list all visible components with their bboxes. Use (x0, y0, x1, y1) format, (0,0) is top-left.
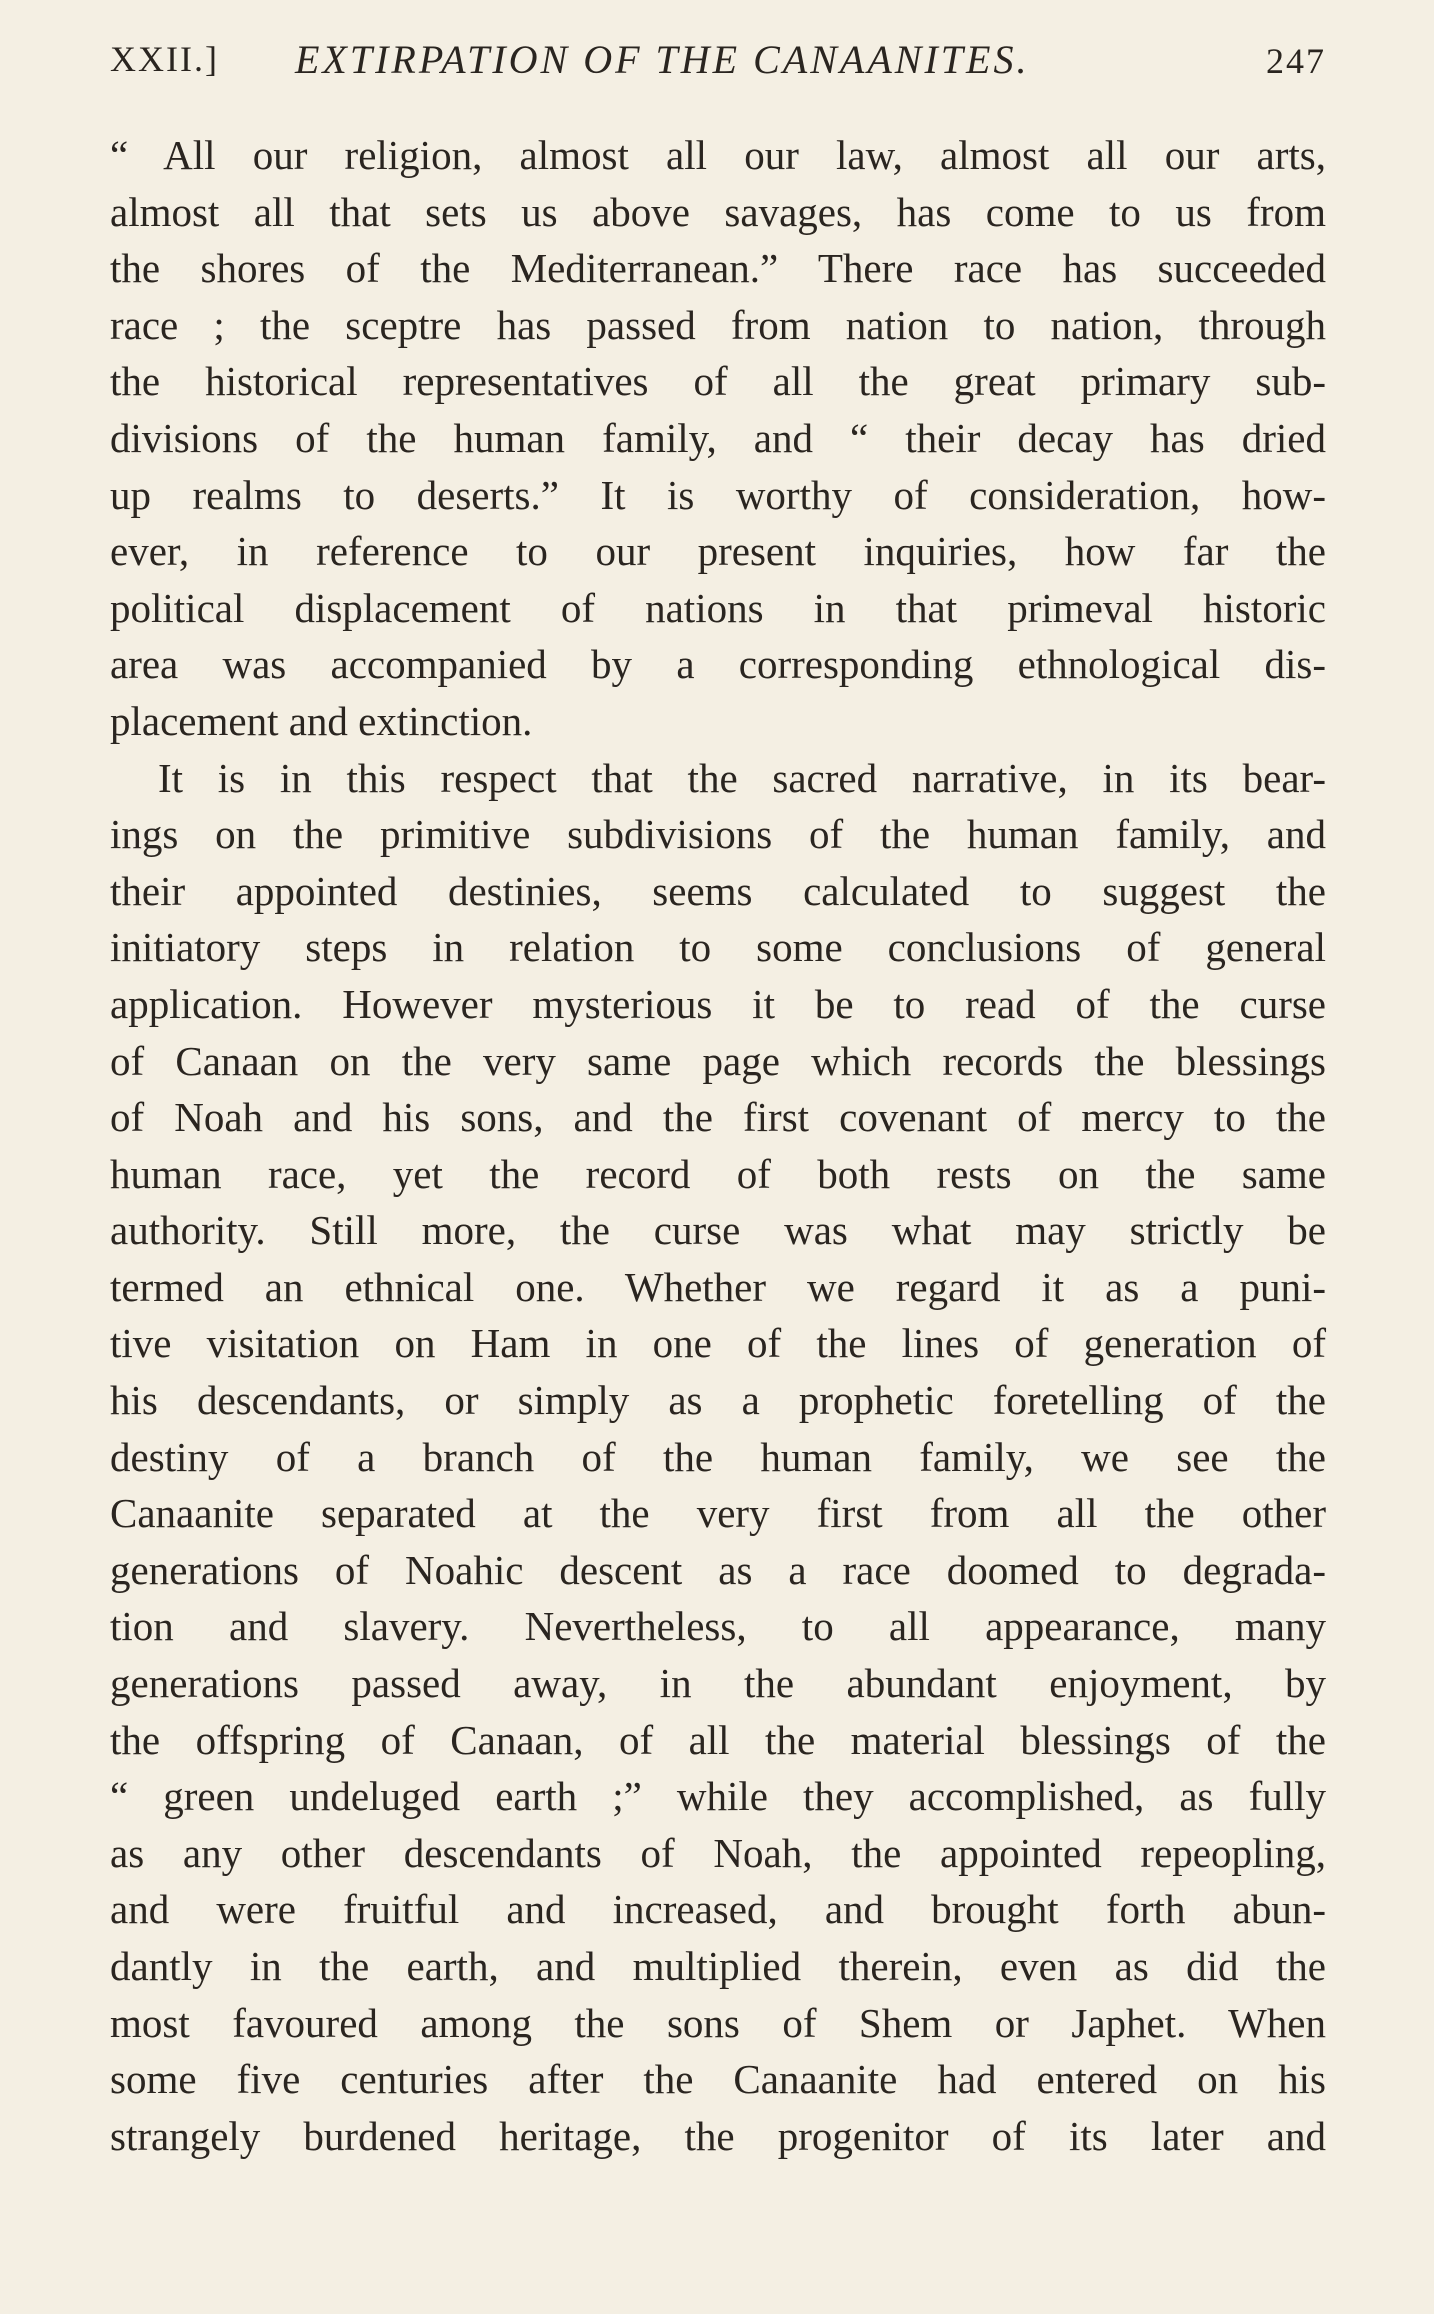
body-text (110, 127, 1326, 2164)
text-line: political displacement of nations in that primeval historic (110, 584, 1326, 631)
text-line: “ All our religion, almost all our law, almost all our arts, (110, 132, 1326, 178)
text-line: of Canaan on the very same page which records the blessings (110, 1037, 1326, 1084)
text-line: termed an ethnical one. Whether we regard it as a puni- (110, 1263, 1326, 1310)
text-line: most favoured among the sons of Shem or Japhet. When (110, 1999, 1326, 2046)
text-line: of Noah and his sons, and the first covenant of mercy to the (110, 1094, 1326, 1141)
text-line: ever, in reference to our present inquiries, how far the (110, 528, 1326, 575)
running-head (110, 28, 1326, 98)
text-line: and were fruitful and increased, and brought forth abun- (110, 1886, 1326, 1933)
text-line: initiatory steps in relation to some conclusions of general (110, 924, 1326, 971)
text-line: placement and extinction. (110, 697, 533, 744)
text-line: dantly in the earth, and multiplied therein, even as did the (110, 1943, 1326, 1989)
text-line: area was accompanied by a corresponding ethnological dis- (110, 641, 1326, 688)
text-line: tive visitation on Ham in one of the lines of generation of (110, 1320, 1326, 1367)
text-line: destiny of a branch of the human family, we see the (110, 1433, 1326, 1480)
text-line: generations passed away, in the abundant enjoyment, by (110, 1660, 1326, 1707)
text-line: authority. Still more, the curse was what may strictly be (110, 1207, 1326, 1254)
text-line: tion and slavery. Nevertheless, to all appearance, many (110, 1603, 1326, 1650)
text-line: Canaanite separated at the very first from all the other (110, 1490, 1326, 1537)
text-line: up realms to deserts.” It is worthy of consideration, how- (110, 471, 1326, 518)
text-line: generations of Noahic descent as a race doomed to degrada- (110, 1546, 1326, 1593)
text-line: divisions of the human family, and “ their decay has dried (110, 414, 1326, 461)
text-line: ings on the primitive subdivisions of the human family, and (110, 811, 1326, 858)
running-title: EXTIRPATION OF THE CANAANITES. (295, 37, 1030, 82)
page-number: 247 (1266, 41, 1326, 81)
text-line: some five centuries after the Canaanite had entered on his (110, 2056, 1326, 2103)
text-line: his descendants, or simply as a prophetic foretelling of the (110, 1377, 1326, 1424)
text-line: the offspring of Canaan, of all the material blessings of the (110, 1716, 1326, 1763)
chapter-marker: XXII.] (110, 39, 219, 79)
text-line: strangely burdened heritage, the progenitor of its later and (110, 2112, 1326, 2159)
text-line: “ green undeluged earth ;” while they accomplished, as fully (110, 1773, 1326, 1820)
text-line: the historical representatives of all the great primary sub- (110, 358, 1326, 405)
paragraph-start-line: It is in this respect that the sacred narrative, in its bear- (158, 754, 1326, 801)
text-line: human race, yet the record of both rests on the same (110, 1150, 1326, 1197)
text-line: as any other descendants of Noah, the appointed repeopling, (110, 1829, 1326, 1876)
text-line: their appointed destinies, seems calculated to suggest the (110, 867, 1326, 914)
text-line: almost all that sets us above savages, has come to us from (110, 188, 1326, 235)
text-line: race ; the sceptre has passed from nation to nation, through (110, 301, 1326, 348)
text-line: the shores of the Mediterranean.” There race has succeeded (110, 245, 1326, 292)
text-line: application. However mysterious it be to read of the curse (110, 980, 1326, 1027)
